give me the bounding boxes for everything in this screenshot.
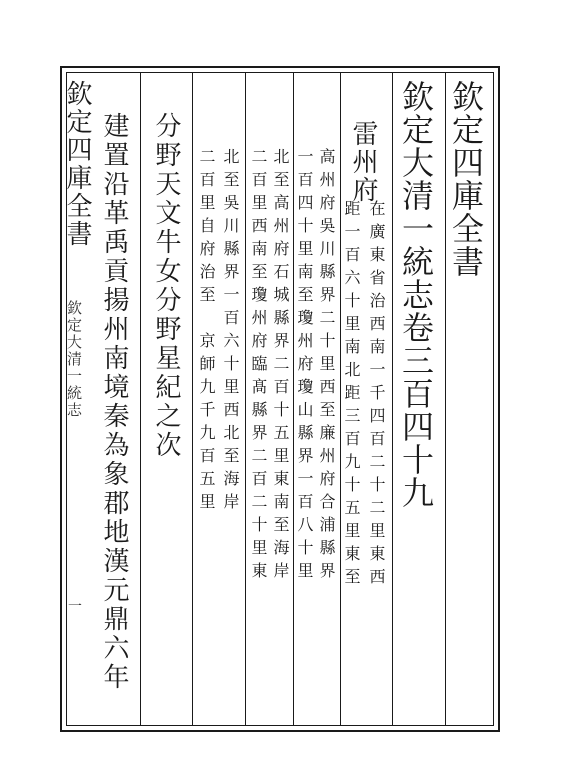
commentary-line: 二百里西南至瓊州府臨髙縣界二百二十里東: [249, 148, 268, 585]
prefecture-heading: 雷州府: [348, 120, 378, 204]
column-rule: [293, 72, 294, 726]
column-rule: [340, 72, 341, 726]
commentary-line: 一百四十里南至瓊州府瓊山縣界一百八十里: [295, 148, 314, 585]
column-rule: [392, 72, 393, 726]
folio-number: 一: [68, 599, 82, 615]
location-line-2: 距一百六十里南北距三百九十五里東至: [342, 200, 361, 591]
spine-title: 欽定四庫全書: [62, 80, 92, 248]
volume-note: 欽定大清一統志: [65, 300, 83, 419]
commentary-line: 二百里自府治至 京師九千九百五里: [197, 148, 216, 516]
column-rule: [192, 72, 193, 726]
commentary-line: 高州府吳川縣界二十里西至廉州府合浦縣界: [317, 148, 336, 585]
column-rule: [140, 72, 141, 726]
column-rule: [445, 72, 446, 726]
fenye-column: 分野天文牛女分野星紀之次: [151, 112, 181, 460]
commentary-line: 北至高州府石城縣界二百十五里東南至海岸: [271, 148, 290, 585]
commentary-line: 北至吳川縣界一百六十里西北至海岸: [221, 148, 240, 516]
location-line-1: 在廣東省治西南一千四百二十二里東西: [367, 200, 386, 591]
collection-title: 欽定四庫全書: [447, 80, 485, 278]
book-title: 欽定大清一統志卷三百四十九: [397, 80, 435, 509]
column-rule: [245, 72, 246, 726]
jianzhi-column: 建置沿革禹貢揚州南境秦為象郡地漢元鼎六年: [99, 112, 129, 692]
